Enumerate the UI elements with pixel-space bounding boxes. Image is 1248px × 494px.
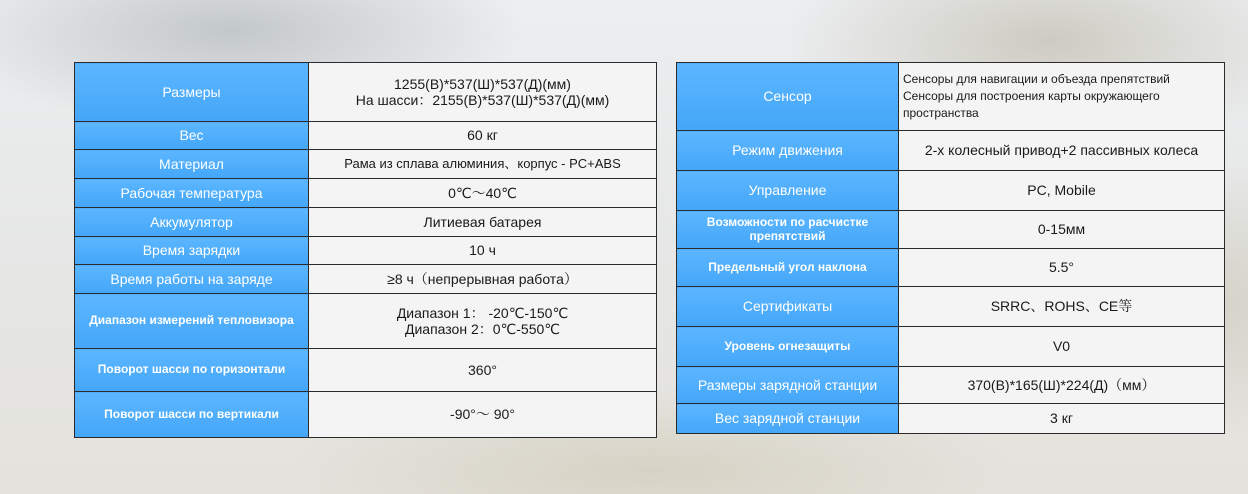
table-row (75, 150, 657, 179)
spec-label-control: Управление (677, 171, 899, 211)
spec-label-fire-rating: Уровень огнезащиты (677, 327, 899, 367)
spec-label-max-incline: Предельный угол наклона (677, 249, 899, 287)
spec-label-certificates: Сертификаты (677, 287, 899, 327)
spec-value-drive-mode: 2-х колесный привод+2 пассивных колеса (899, 131, 1225, 171)
value-line: 1255(В)*537(Ш)*537(Д)(мм) (394, 75, 571, 92)
spec-value-certificates: SRRC、ROHS、CE等 (899, 287, 1225, 327)
spec-label-vertical-rotation: Поворот шасси по вертикали (75, 392, 309, 438)
table-row (677, 211, 1225, 249)
spec-value-sensor (899, 63, 1225, 131)
spec-label-material: Материал (75, 150, 309, 179)
spec-label-dimensions: Размеры (75, 63, 309, 122)
table-row (75, 349, 657, 392)
spec-label-battery: Аккумулятор (75, 208, 309, 237)
spec-value-battery: Литиевая батарея (309, 208, 657, 237)
spec-value-fire-rating: V0 (899, 327, 1225, 367)
value-line: пространства (903, 105, 979, 120)
spec-label-operating-temperature: Рабочая температура (75, 179, 309, 208)
specs-table-right (676, 62, 1225, 434)
table-row (75, 392, 657, 438)
spec-value-max-incline: 5.5° (899, 249, 1225, 287)
spec-label-charging-time: Время зарядки (75, 237, 309, 265)
table-row (677, 63, 1225, 131)
spec-value-obstacle-clearance: 0-15мм (899, 211, 1225, 249)
table-row (677, 249, 1225, 287)
table-row (75, 265, 657, 294)
spec-value-thermal-range (309, 294, 657, 349)
spec-value-weight: 60 кг (309, 122, 657, 150)
spec-value-operating-temperature: 0℃～40℃ (309, 179, 657, 208)
spec-label-runtime: Время работы на заряде (75, 265, 309, 294)
table-row (75, 208, 657, 237)
value-line: На шасси：2155(В)*537(Ш)*537(Д)(мм) (355, 92, 610, 108)
spec-label-thermal-range: Диапазон измерений тепловизора (75, 294, 309, 349)
value-line: Сенсоры для построения карты окружающего (903, 89, 1160, 104)
table-row (75, 179, 657, 208)
spec-label-dock-weight: Вес зарядной станции (677, 404, 899, 434)
spec-value-material: Рама из сплава алюминия、корпус - PC+ABS (309, 150, 657, 179)
value-line: Сенсоры для навигации и объезда препятствий (903, 72, 1170, 87)
spec-value-charging-time: 10 ч (309, 237, 657, 265)
table-row (75, 237, 657, 265)
spec-value-dock-weight: 3 кг (899, 404, 1225, 434)
table-row (677, 171, 1225, 211)
spec-label-weight: Вес (75, 122, 309, 150)
spec-label-sensor: Сенсор (677, 63, 899, 131)
spec-value-runtime: ≥8 ч（непрерывная работа） (309, 265, 657, 294)
table-row (677, 367, 1225, 404)
table-row (677, 404, 1225, 434)
table-row (75, 294, 657, 349)
value-line: Диапазон 2：0℃-550℃ (404, 321, 560, 337)
spec-label-dock-dimensions: Размеры зарядной станции (677, 367, 899, 404)
spec-label-drive-mode: Режим движения (677, 131, 899, 171)
spec-value-dimensions (309, 63, 657, 122)
table-row (677, 131, 1225, 171)
table-row (75, 63, 657, 122)
spec-label-obstacle-clearance: Возможности по расчистке препятствий (677, 211, 899, 249)
specs-table-left (74, 62, 657, 438)
table-row (677, 327, 1225, 367)
spec-value-dock-dimensions: 370(В)*165(Ш)*224(Д)（мм） (899, 367, 1225, 404)
spec-label-horizontal-rotation: Поворот шасси по горизонтали (75, 349, 309, 392)
table-row (75, 122, 657, 150)
spec-value-vertical-rotation: -90°～ 90° (309, 392, 657, 438)
table-row (677, 287, 1225, 327)
spec-value-horizontal-rotation: 360° (309, 349, 657, 392)
value-line: Диапазон 1： -20℃-150℃ (396, 304, 569, 321)
spec-value-control: PC, Mobile (899, 171, 1225, 211)
